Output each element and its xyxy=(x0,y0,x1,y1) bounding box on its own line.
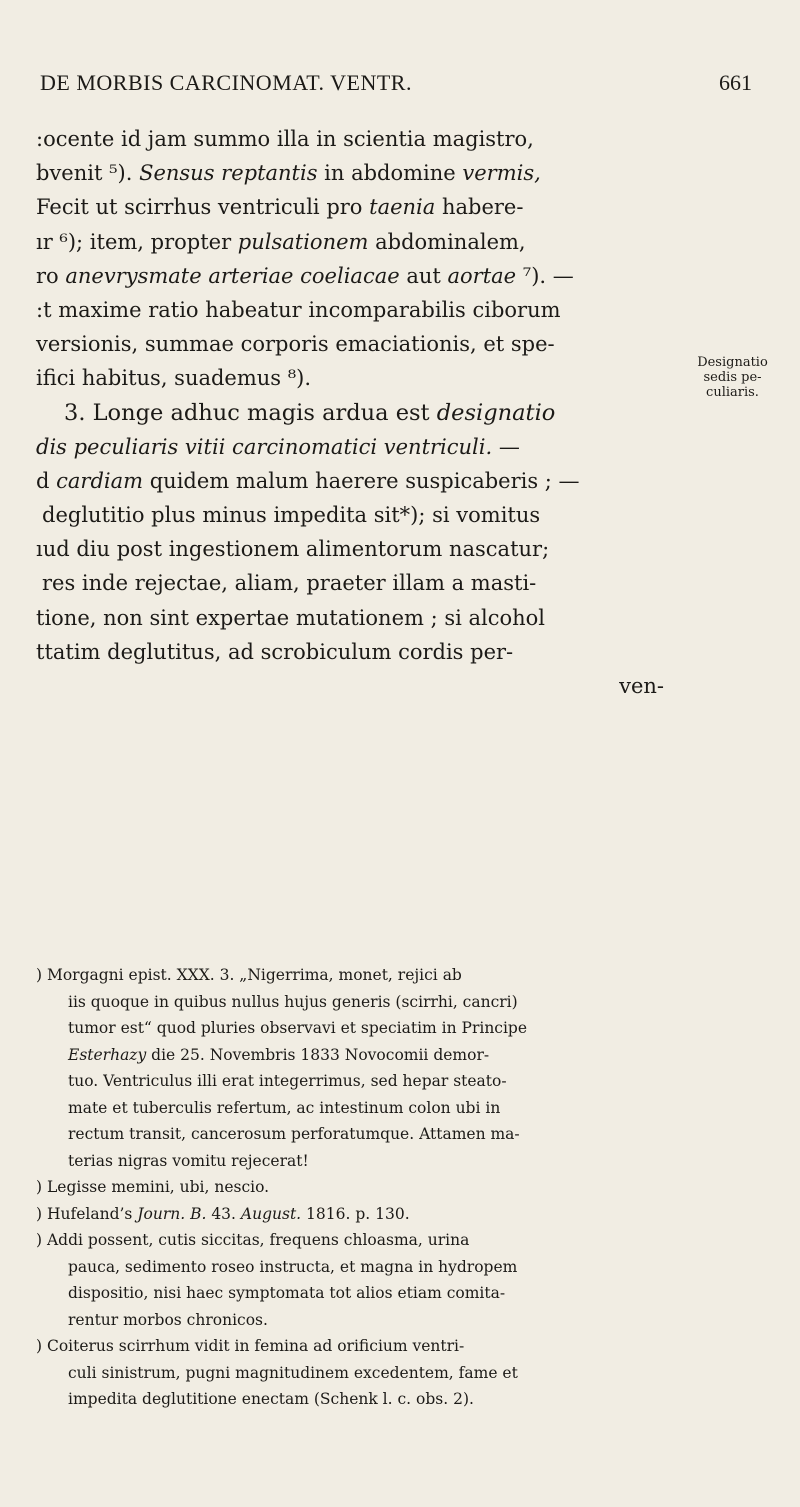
section-heading-line: 3. Longe adhuc magis ardua est designatio xyxy=(64,399,556,426)
page-number: 661 xyxy=(719,70,752,95)
footnote-line: terias nigras vomitu rejecerat! xyxy=(68,1151,309,1170)
text-line: bvenit ⁵). Sensus reptantis in abdomine vermis, xyxy=(36,161,541,186)
text-line: ıud diu post ingestionem alimentorum nascatur; xyxy=(36,537,550,562)
text-line: dis peculiaris vitii carcinomatici ventriculi. — xyxy=(36,434,520,459)
footnote-line: mate et tuberculis refertum, ac intestinum colon ubi in xyxy=(68,1098,501,1117)
footnote-line: iis quoque in quibus nullus hujus generis (scirrhi, cancri) xyxy=(68,992,518,1011)
catchword: ven- xyxy=(619,674,664,698)
footnote-line: dispositio, nisi haec symptomata tot alios etiam comita- xyxy=(68,1284,506,1302)
footnotes xyxy=(36,962,748,1413)
footnote-line: rectum transit, cancerosum perforatumque. Attamen ma- xyxy=(68,1125,520,1143)
text-line: versionis, summae corporis emaciationis, et spe- xyxy=(36,332,555,357)
text-line: ır ⁶); item, propter pulsationem abdominalem, xyxy=(36,229,526,254)
footnote-line: ) Addi possent, cutis siccitas, frequens chloasma, urina xyxy=(36,1231,470,1249)
footnote-line: rentur morbos chronicos. xyxy=(68,1310,268,1329)
text-line: d cardiam quidem malum haerere suspicaberis ; — xyxy=(36,468,580,493)
text-line: :ocente id jam summo illa in scientia magistro, xyxy=(36,127,534,151)
page-header xyxy=(40,70,752,106)
footnote-line: culi sinistrum, pugni magnitudinem excedentem, fame et xyxy=(68,1363,518,1382)
footnote-line: ) Hufeland’s Journ. B. 43. August. 1816. p. 130. xyxy=(36,1204,410,1223)
text-line: deglutitio plus minus impedita sit*); si vomitus xyxy=(42,503,541,528)
margin-note: Designatio sedis pe- culiaris. xyxy=(697,355,768,400)
footnote-line: Esterhazy die 25. Novembris 1833 Novocomii demor- xyxy=(68,1045,490,1064)
footnote-line: pauca, sedimento roseo instructa, et magna in hydropem xyxy=(68,1257,518,1276)
text-line: Fecit ut scirrhus ventriculi pro taenia habere- xyxy=(36,195,524,220)
footnote-line: ) Legisse memini, ubi, nescio. xyxy=(36,1178,270,1196)
text-line: tione, non sint expertae mutationem ; si alcohol xyxy=(36,605,546,630)
footnote-line: ) Morgagni epist. XXX. 3. „Nigerrima, monet, rejici ab xyxy=(36,966,462,984)
text-line: ro anevrysmate arteriae coeliacae aut aortae ⁷). — xyxy=(36,263,574,288)
text-line: res inde rejectae, aliam, praeter illam a masti- xyxy=(42,571,537,596)
text-line: :t maxime ratio habeatur incomparabilis ciborum xyxy=(36,297,561,322)
footnote-line: ) Coiterus scirrhum vidit in femina ad orificium ventri- xyxy=(36,1337,465,1355)
main-text xyxy=(36,122,668,703)
footnote-line: tumor est“ quod pluries observavi et speciatim in Principe xyxy=(68,1019,528,1037)
footnote-line: tuo. Ventriculus illi erat integerrimus, sed hepar steato- xyxy=(68,1072,507,1090)
running-head: DE MORBIS CARCINOMAT. VENTR. xyxy=(40,70,412,95)
text-line: ttatim deglutitus, ad scrobiculum cordis per- xyxy=(36,639,514,664)
text-line: ifici habitus, suademus ⁸). xyxy=(36,366,312,391)
footnote-line: impedita deglutitione enectam (Schenk l. c. obs. 2). xyxy=(68,1390,474,1408)
